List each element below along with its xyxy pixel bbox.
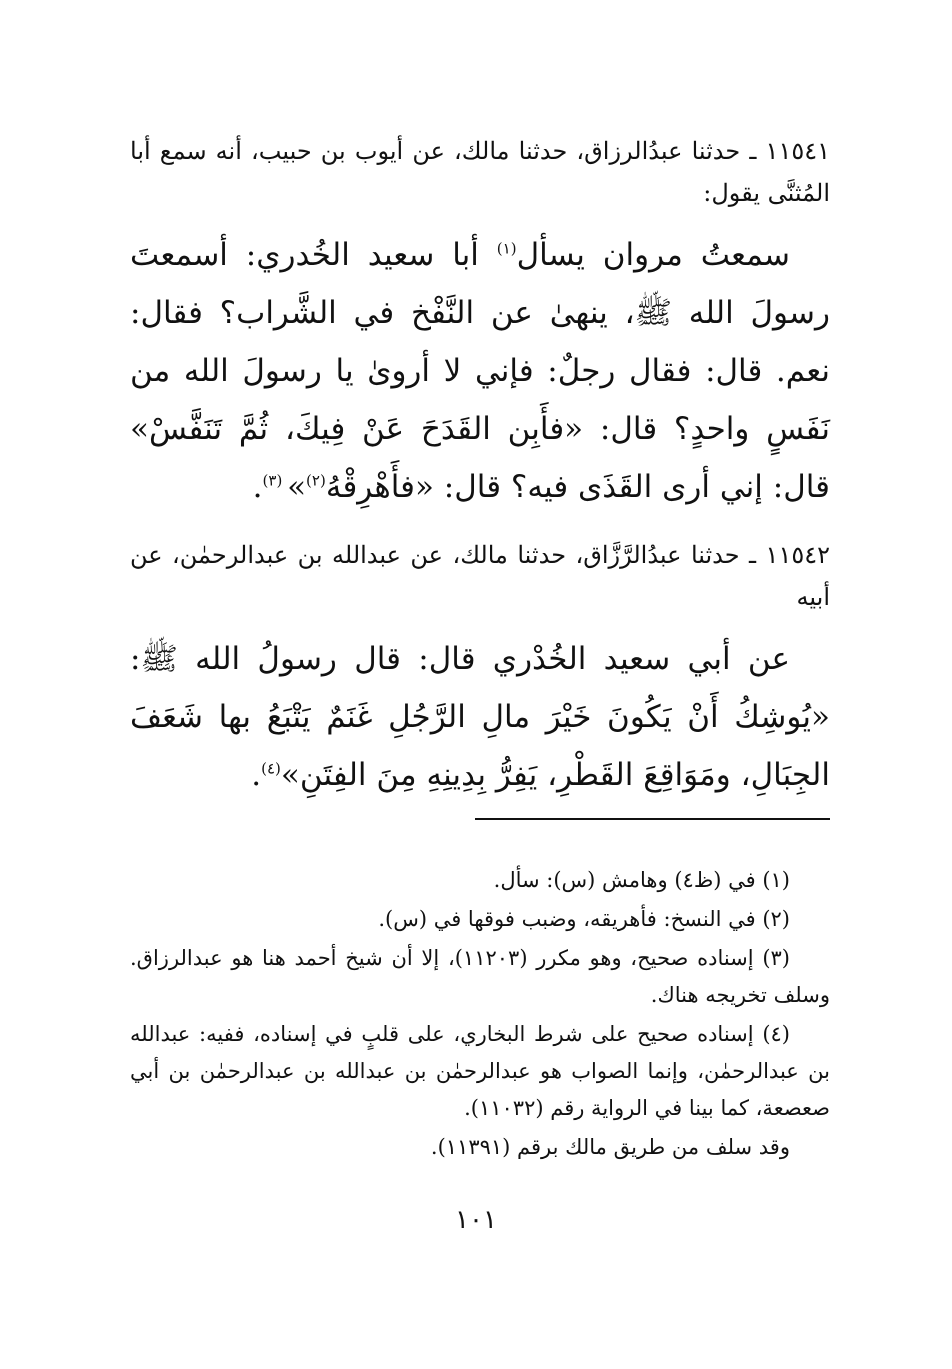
hadith-2-isnad: ١١٥٤٢ ـ حدثنا عبدُالرَّزَّاق، حدثنا مالك، عن عبدالله بن عبدالرحمٰن، عن أبيه [130, 541, 830, 611]
hadith-2-matn-part-1: عن أبي سعيد الخُدْري قال: قال رسولُ الله ﷺ: «يُوشِكُ أَنْ يَكُونَ خَيْرَ مالِ الرَّجُلِ غَنَمٌ يَتْبَعُ بها شَعَفَ الجِبَالِ، ومَوَاقِعَ القَطْرِ، يَفِرُّ بِدِينِهِ مِنَ الفِتَنِ» [130, 641, 830, 793]
footnote-ref-2: (٢) [306, 471, 326, 490]
hadith-1-isnad: ١١٥٤١ ـ حدثنا عبدُالرزاق، حدثنا مالك، عن أيوب بن حبيب، أنه سمع أبا المُثنَّى يقول: [130, 137, 830, 207]
hadith-1-matn-part-2: أبا سعيد الخُدري: أسمعتَ رسولَ الله ﷺ، ينهىٰ عن النَّفْخ في الشَّراب؟ فقال: نعم. قال: فقال رجلٌ: فإني لا أروىٰ يا رسولَ الله من نَفَسٍ واحدٍ؟ قال: «فأَبِن القَدَحَ عَنْ فِيكَ، ثُمَّ تَنَفَّسْ» قال: إني أرى القَذَى فيه؟ قال: «فأَهْرِقْهُ [130, 237, 830, 505]
footnote-4: (٤) إسناده صحيح على شرط البخاري، على قلبٍ في إسناده، ففيه: عبدالله بن عبدالرحمٰن، وإنما الصواب هو عبدالرحمٰن بن عبدالله بن عبدالرحمٰن بن أبي صعصعة، كما بينا في الرواية رقم (١١٠٣٢). [130, 1022, 830, 1120]
footnote-ref-3: (٣) [262, 471, 288, 490]
hadith-2-matn-end: . [251, 757, 262, 793]
footnote-ref-4: (٤) [261, 759, 281, 778]
footnote-2: (٢) في النسخ: فأهريقه، وضبب فوقها في (س). [378, 907, 790, 931]
footnotes [130, 862, 830, 1168]
footnote-separator [475, 818, 830, 820]
hadith-2-matn [130, 630, 830, 804]
footnote-3: (٣) إسناده صحيح، وهو مكرر (١١٢٠٣)، إلا أن شيخ أحمد هنا هو عبدالرزاق. وسلف تخريجه هناك. [130, 946, 830, 1007]
hadith-1-matn-part-1: سمعتُ مروان يسأل [516, 237, 790, 273]
hadith-1-matn-part-3: » [287, 469, 307, 505]
footnote-4-continuation: وقد سلف من طريق مالك برقم (١١٣٩١). [430, 1135, 790, 1159]
hadith-1-matn-end: . [252, 469, 263, 505]
footnote-1: (١) في (ظ٤) وهامش (س): سأل. [493, 868, 790, 892]
page-number: ١٠١ [455, 1205, 497, 1235]
page-text [130, 130, 830, 822]
footnote-ref-1: (١) [496, 239, 517, 258]
hadith-1-matn [130, 226, 830, 516]
